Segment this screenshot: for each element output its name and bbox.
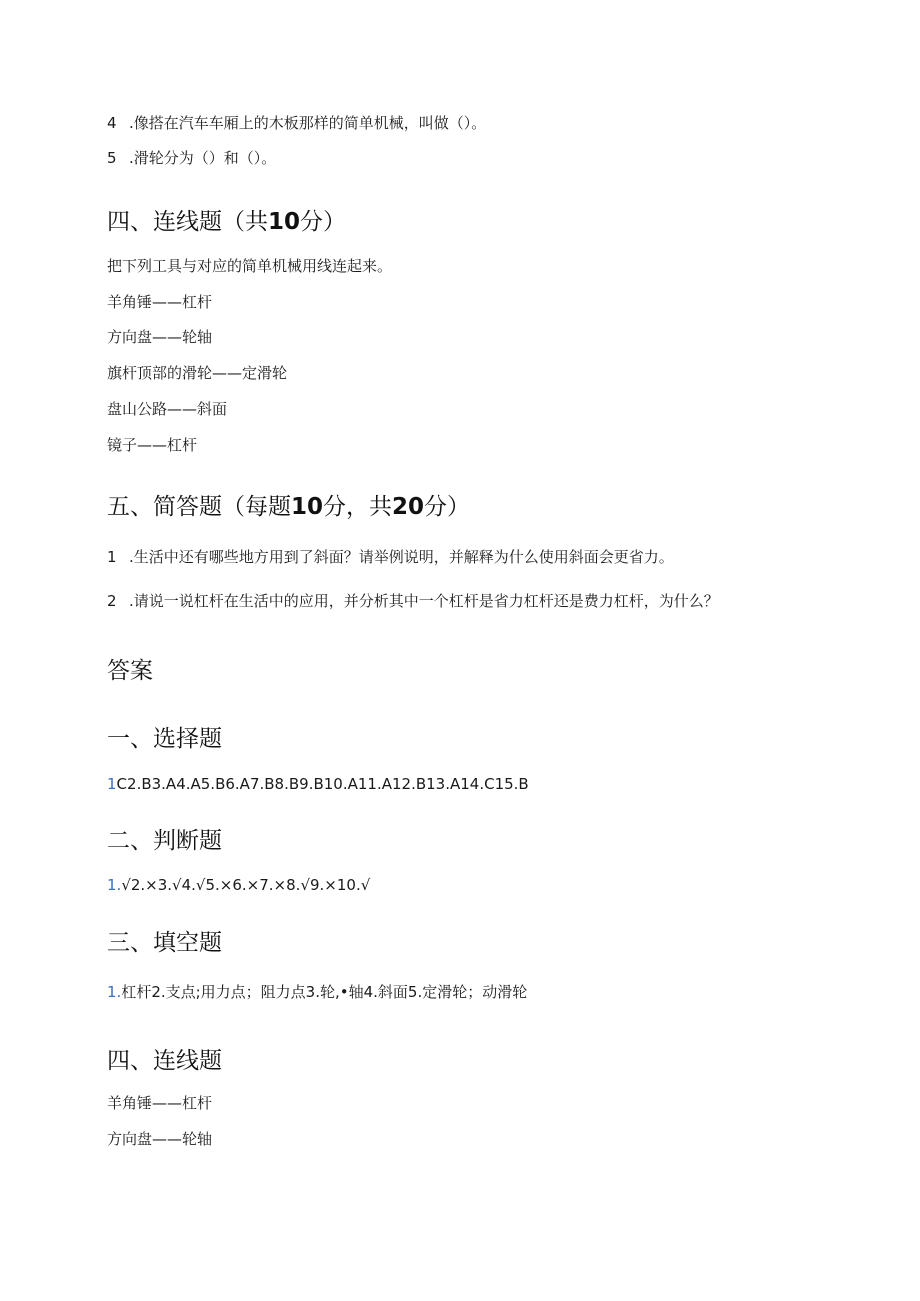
match-pair: 羊角锤——杠杆 [107, 1094, 213, 1112]
match-pair: 方向盘——轮轴 [107, 1130, 213, 1148]
match-pair: 镜子——杠杆 [107, 436, 198, 454]
question-number: 5 [107, 149, 117, 167]
answers-section-4-title: 四、连线题 [107, 1048, 222, 1074]
match-pair: 盘山公路——斜面 [107, 400, 228, 418]
question-text: .滑轮分为（）和（）。 [129, 149, 277, 167]
question-number: 4 [107, 114, 117, 132]
answers-section-1-content: 1C2.B3.A4.A5.B6.A7.B8.B9.B10.A11.A12.B13.A14.C15.B [107, 775, 529, 793]
question-text: .像搭在汽车车厢上的木板那样的简单机械，叫做（）。 [129, 114, 487, 132]
question-number: 2 [107, 592, 117, 610]
answers-section-3-title: 三、填空题 [107, 930, 222, 956]
fill-blank-question-5 [107, 148, 276, 168]
answers-section-3-content: 1.杠杆2.支点;用力点；阻力点3.轮,•轴4.斜面5.定滑轮；动滑轮 [107, 983, 528, 1001]
match-pair: 羊角锤——杠杆 [107, 293, 213, 311]
short-answer-question-2 [107, 591, 719, 611]
short-answer-question-1 [107, 547, 674, 567]
answers-title: 答案 [107, 658, 153, 684]
match-pair: 方向盘——轮轴 [107, 328, 213, 346]
section-4-instruction: 把下列工具与对应的简单机械用线连起来。 [107, 257, 393, 275]
fill-blank-question-4 [107, 113, 486, 133]
section-5-title: 五、简答题（每题10分，共20分） [107, 494, 471, 520]
question-text: .生活中还有哪些地方用到了斜面？请举例说明，并解释为什么使用斜面会更省力。 [129, 548, 674, 566]
match-pair: 旗杆顶部的滑轮——定滑轮 [107, 364, 288, 382]
question-text: .请说一说杠杆在生活中的应用，并分析其中一个杠杆是省力杠杆还是费力杠杆，为什么？ [129, 592, 719, 610]
answers-section-2-content: 1.√2.×3.√4.√5.×6.×7.×8.√9.×10.√ [107, 876, 371, 894]
answers-section-2-title: 二、判断题 [107, 828, 222, 854]
answers-section-1-title: 一、选择题 [107, 726, 222, 752]
section-4-title: 四、连线题（共10分） [107, 209, 347, 235]
question-number: 1 [107, 548, 117, 566]
